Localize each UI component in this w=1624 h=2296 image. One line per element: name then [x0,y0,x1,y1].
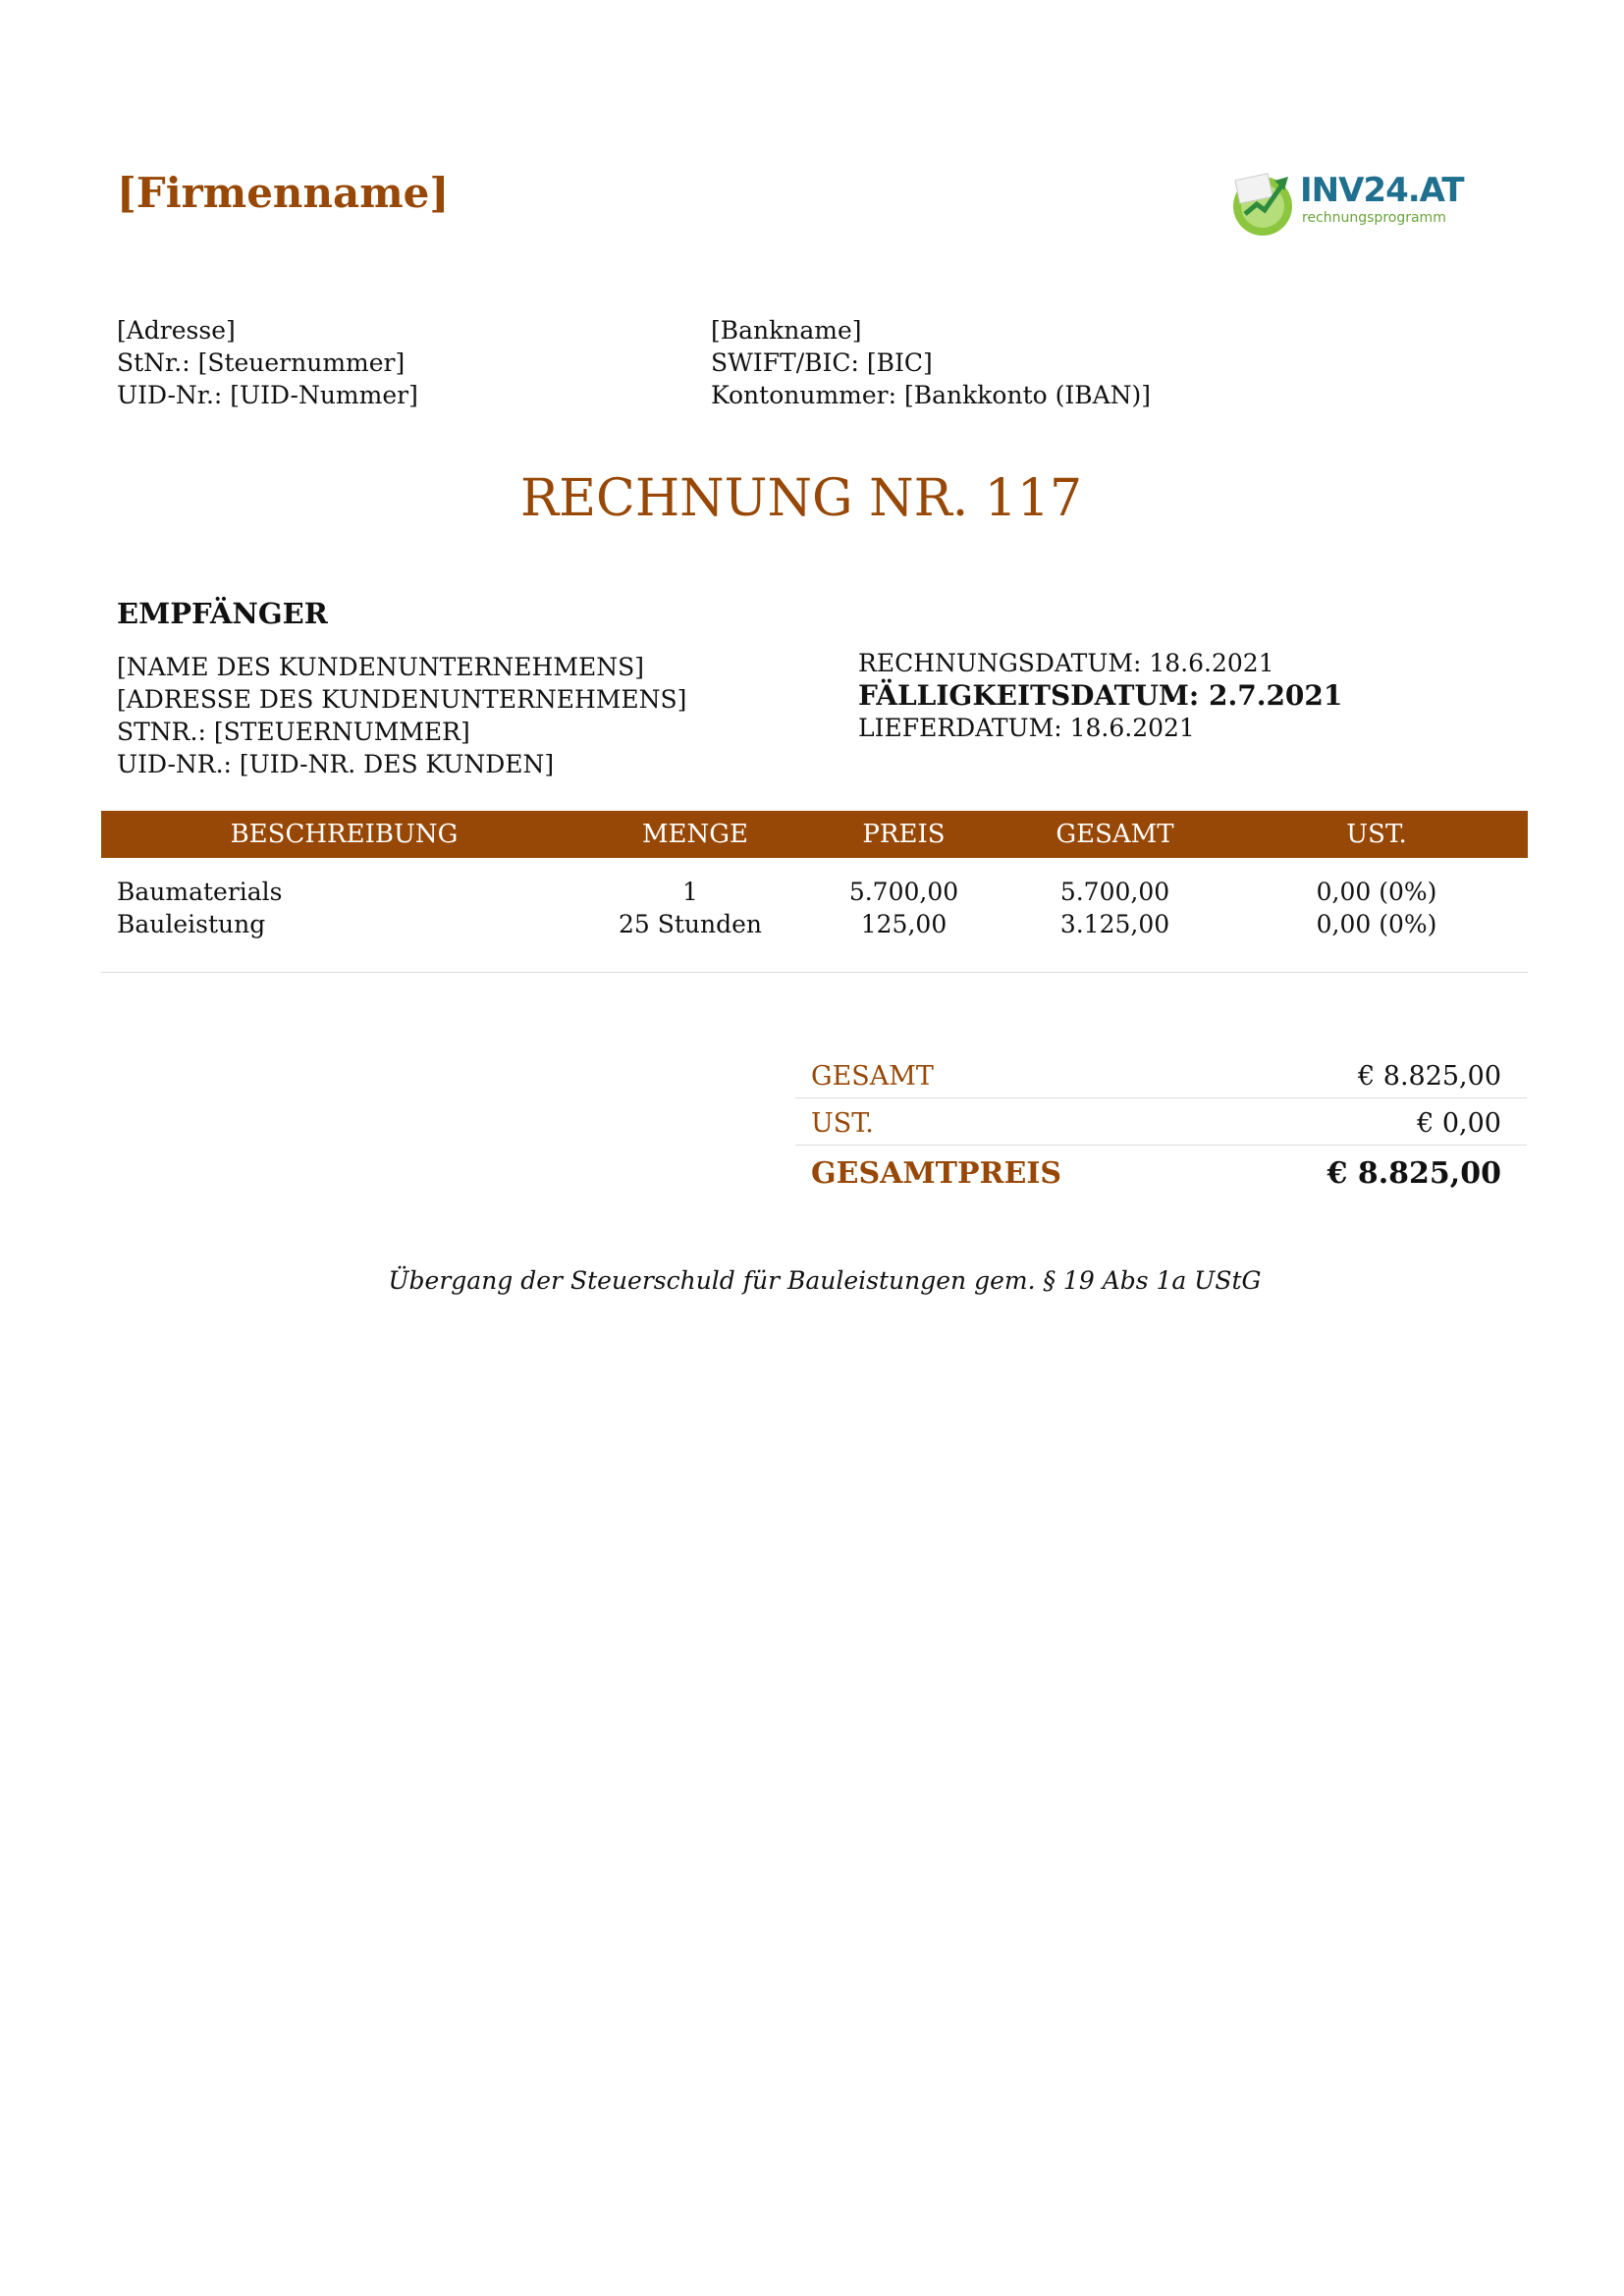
vat-label: UST. [811,1108,874,1139]
company-logo [1229,165,1464,243]
recipient-vat-id: UID-NR.: [UID-NR. DES KUNDEN] [117,750,555,778]
table-header [101,811,1528,858]
column-header-quantity: MENGE [641,820,749,849]
recipient-address: [ADRESSE DES KUNDENUNTERNEHMENS] [117,685,687,714]
bank-info [711,314,1151,411]
row-total: 5.700,00 [1059,878,1170,906]
sender-address: [Adresse] [117,316,236,345]
totals-divider [795,1097,1527,1098]
sender-info [117,314,418,411]
tax-note: Übergang der Steuerschuld für Bauleistungen gem. § 19 Abs 1a UStG [388,1266,1262,1295]
vat-value: € 0,00 [1417,1108,1501,1139]
totals-divider [795,1145,1527,1146]
row-description: Bauleistung [117,910,266,938]
subtotal-label: GESAMT [811,1061,934,1092]
vat-row [795,1106,1517,1142]
bank-name: [Bankname] [711,316,862,345]
row-description: Baumaterials [117,878,283,906]
table-bottom-divider [101,972,1528,973]
table-row [101,908,1528,940]
logo-tagline: rechnungsprogramm [1302,210,1446,226]
company-name: [Firmenname] [117,169,450,217]
row-vat: 0,00 (0%) [1316,910,1437,938]
column-header-description: BESCHREIBUNG [230,820,459,849]
row-quantity: 25 Stunden [618,910,763,938]
invoice-chart-logo-icon [1229,165,1298,240]
table-row [101,876,1528,908]
recipient-name: [NAME DES KUNDENUNTERNEHMENS] [117,653,644,681]
row-total: 3.125,00 [1059,910,1170,938]
logo-name: INV24.AT [1300,171,1464,210]
row-vat: 0,00 (0%) [1316,878,1437,906]
table-body [101,876,1528,964]
row-price: 125,00 [860,910,947,938]
grand-total-value: € 8.825,00 [1326,1156,1501,1191]
bank-account: Kontonummer: [Bankkonto (IBAN)] [711,381,1152,409]
bank-swift: SWIFT/BIC: [BIC] [711,348,933,377]
due-date: FÄLLIGKEITSDATUM: 2.7.2021 [858,679,1343,712]
recipient-tax-number: STNR.: [STEUERNUMMER] [117,718,470,746]
invoice-date: RECHNUNGSDATUM: 18.6.2021 [858,649,1274,677]
sender-tax-number: StNr.: [Steuernummer] [117,348,406,377]
invoice-title: RECHNUNG NR. 117 [519,469,1083,528]
row-quantity: 1 [682,878,698,906]
row-price: 5.700,00 [848,878,959,906]
subtotal-row [795,1059,1517,1095]
recipient-info [117,651,686,780]
recipient-heading: EMPFÄNGER [117,597,328,630]
column-header-vat: UST. [1346,820,1407,849]
delivery-date: LIEFERDATUM: 18.6.2021 [858,714,1195,742]
sender-vat-id: UID-Nr.: [UID-Nummer] [117,381,418,409]
grand-total-label: GESAMTPREIS [811,1156,1062,1191]
subtotal-value: € 8.825,00 [1358,1061,1501,1092]
invoice-dates [858,647,1342,744]
column-header-price: PREIS [862,820,946,849]
column-header-total: GESAMT [1056,820,1174,849]
grand-total-row [795,1153,1517,1195]
